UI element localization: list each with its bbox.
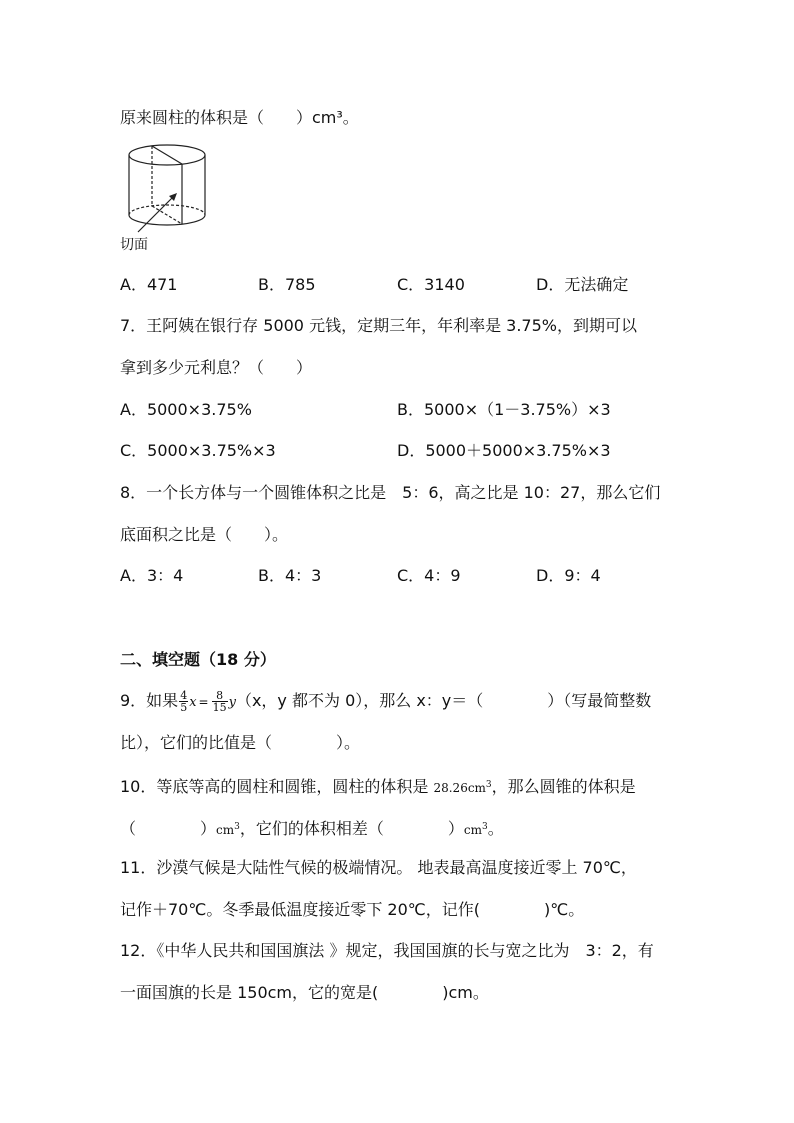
q7-line-2: 拿到多少元利息？（ ）: [120, 358, 313, 377]
q10-middle: ，它们的体积相差（ ）: [239, 819, 464, 838]
q10-volume-cube-exponent: 3: [485, 780, 492, 790]
q9-equals: =: [198, 695, 209, 709]
q9-fraction-2: [212, 690, 228, 713]
q6-line-1: 原来圆柱的体积是（ ）cm³。: [120, 108, 359, 127]
q10-unit-2-text: cm: [463, 823, 482, 837]
q10-unit-2-exponent: 3: [481, 822, 488, 832]
q9-frac2-denominator: 15: [212, 701, 227, 714]
q7-line-1: 7．王阿姨在银行存 5000 元钱，定期三年，年利率是 3.75%，到期可以: [120, 316, 637, 335]
q9-frac2-numerator: 8: [212, 690, 228, 702]
q8-line-1: 8．一个长方体与一个圆锥体积之比是 5：6，高之比是 10：27，那么它们: [120, 483, 661, 502]
q10-end: 。: [487, 819, 504, 838]
q12-line-2: 一面国旗的长是 150cm，它的宽是( )cm。: [120, 983, 489, 1002]
q8-option-b: B．4：3: [258, 566, 322, 585]
q7-option-a: A．5000×3.75%: [120, 400, 252, 419]
q9-suffix: （x，y 都不为 0），那么 x：y＝（ ）（写最简整数: [235, 691, 652, 710]
q10-line-2: [120, 817, 504, 840]
q10-blank-1: （ ）: [120, 819, 217, 838]
q11-line-2: 记作＋70℃。冬季最低温度接近零下 20℃，记作( )℃。: [120, 900, 585, 919]
q9-line-2: 比），它们的比值是（ ）。: [120, 733, 361, 752]
q10-prefix: 10．等底等高的圆柱和圆锥，圆柱的体积是: [120, 777, 429, 796]
q9-line-1: [120, 688, 651, 716]
q10-line-1: [120, 775, 636, 798]
q10-suffix: ，那么圆锥的体积是: [491, 777, 636, 796]
q9-frac1-denominator: 5: [180, 701, 188, 714]
q7-option-c: C．5000×3.75%×3: [120, 441, 276, 460]
q10-volume-value: 28.26cm: [433, 781, 486, 795]
q12-line-1: 12．《中华人民共和国国旗法 》规定，我国国旗的长与宽之比为 3：2，有: [120, 941, 654, 960]
q9-frac1-numerator: 4: [180, 689, 188, 702]
q9-var-y: y: [228, 695, 236, 710]
q6-option-a: A．471: [120, 275, 178, 294]
q8-line-2: 底面积之比是（ ）。: [120, 525, 289, 544]
q6-option-d: D．无法确定: [536, 275, 629, 294]
q8-option-c: C．4：9: [397, 566, 461, 585]
q9-var-x: x: [189, 695, 197, 710]
q9-fraction-1: [179, 690, 188, 713]
q8-option-a: A．3：4: [120, 566, 184, 585]
figure-label-cut-surface: 切面: [120, 237, 148, 253]
q9-prefix: 9．如果: [120, 691, 179, 710]
q6-option-b: B．785: [258, 275, 316, 294]
q10-unit-1: [216, 823, 240, 837]
q10-unit-2: [464, 823, 488, 837]
q11-line-1: 11．沙漠气候是大陆性气候的极端情况。 地表最高温度接近零上 70℃，: [120, 858, 637, 877]
q10-volume: [433, 781, 491, 795]
cylinder-figure: [122, 140, 212, 235]
q7-option-b: B．5000×（1－3.75%）×3: [397, 400, 611, 419]
section-2-heading: 二、填空题（18 分）: [120, 650, 276, 669]
q7-option-d: D．5000＋5000×3.75%×3: [397, 441, 611, 460]
q8-option-d: D．9：4: [536, 566, 601, 585]
q6-option-c: C．3140: [397, 275, 465, 294]
q10-unit-1-exponent: 3: [234, 822, 240, 832]
q10-unit-1-text: cm: [216, 823, 235, 837]
